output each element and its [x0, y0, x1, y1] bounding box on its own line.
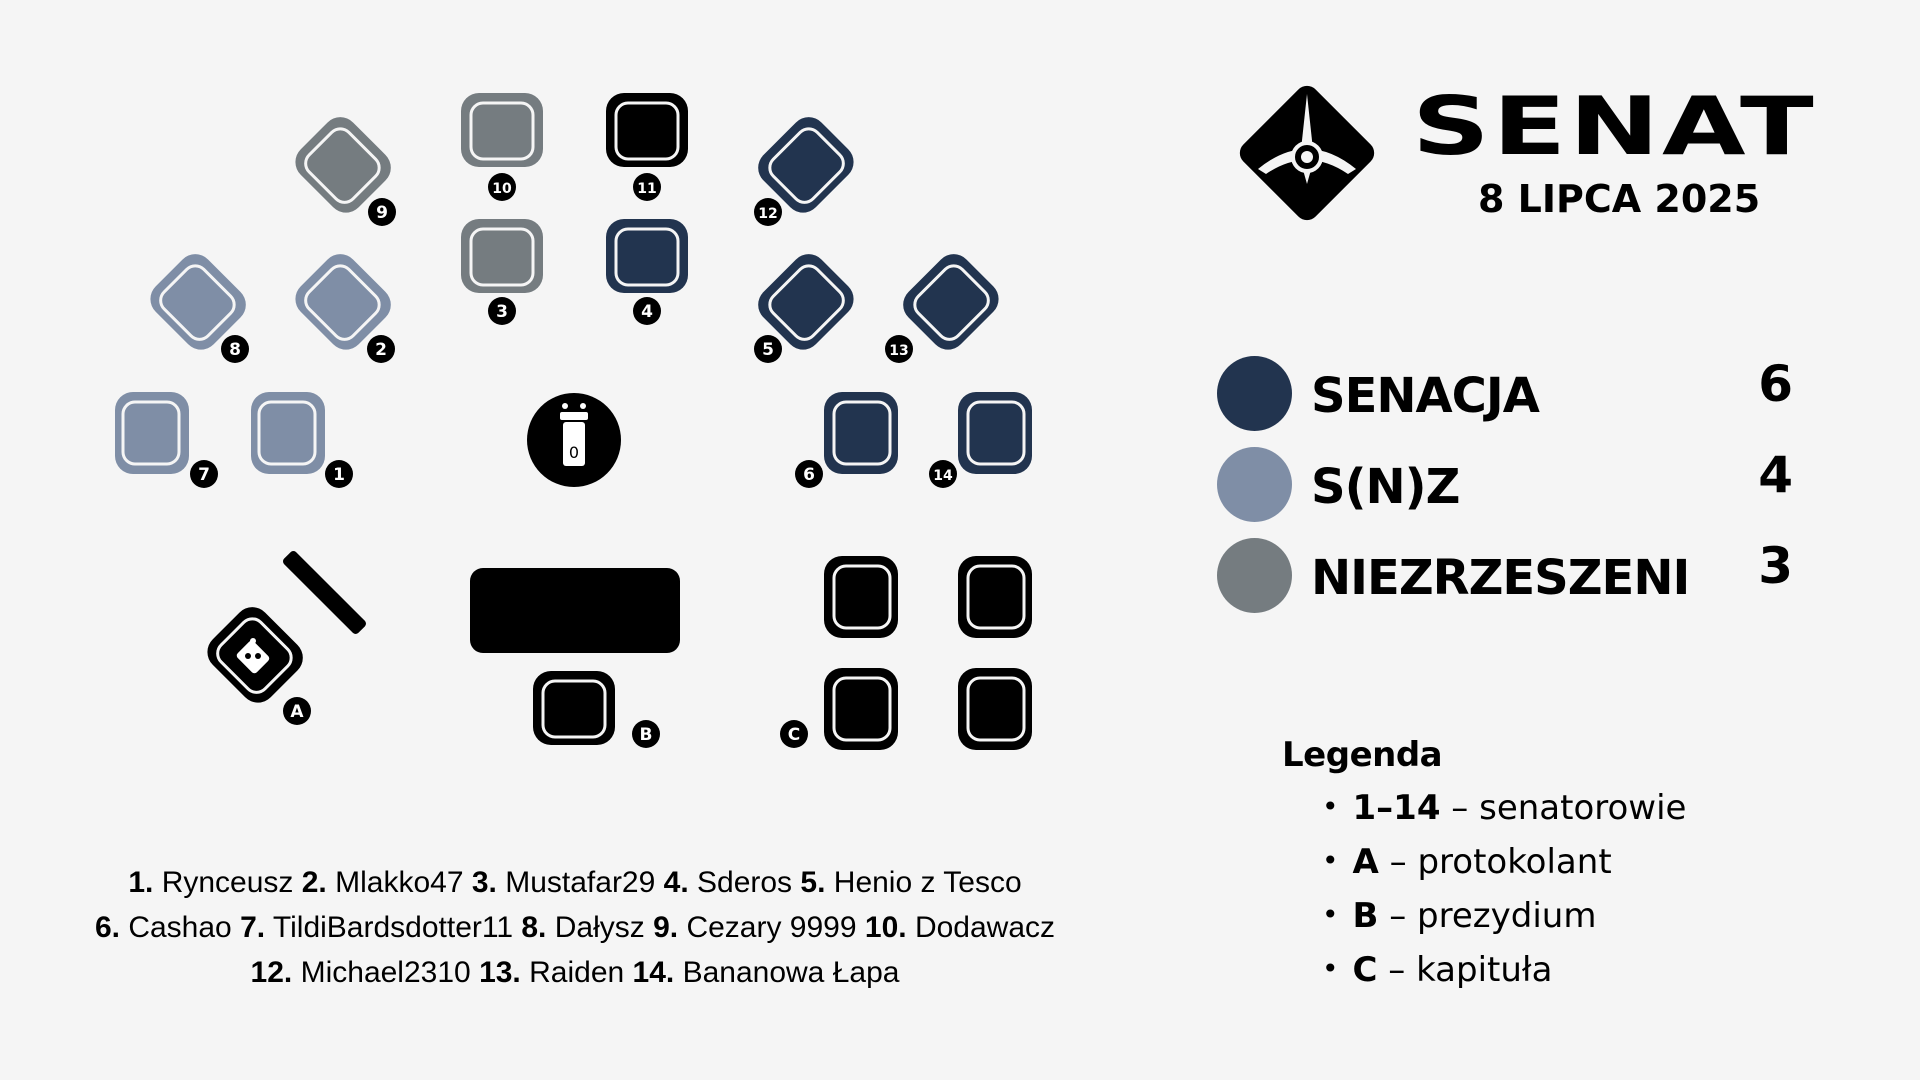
roster-entry — [302, 866, 472, 899]
legend-key: B — [1352, 896, 1379, 936]
seat-label: 2 — [375, 340, 387, 360]
roster-number: 12. — [250, 956, 293, 989]
roster-name: Cashao — [120, 911, 241, 944]
roster-name: Bananowa Łapa — [674, 956, 900, 989]
seat-label: A — [290, 702, 304, 722]
roster-entry — [472, 866, 664, 899]
roster-name: Henio z Tesco — [825, 866, 1022, 899]
seat-label: 8 — [229, 340, 241, 360]
kapitula-seat — [824, 556, 898, 638]
seat-13 — [896, 247, 1006, 357]
seat-11 — [606, 93, 688, 167]
seat-14 — [958, 392, 1032, 474]
roster-name: Cezary 9999 — [678, 911, 865, 944]
roster-name: Sderos — [688, 866, 801, 899]
seat-10 — [461, 93, 543, 167]
seat-label: 6 — [803, 465, 815, 485]
roster-number: 7. — [240, 911, 266, 944]
seat-label: 7 — [198, 465, 210, 485]
seat-label: B — [639, 725, 653, 745]
party-row-niezrzeszeni — [1217, 538, 1817, 614]
party-name: NIEZRZESZENI — [1311, 550, 1690, 606]
session-date: 8 LIPCA 2025 — [1478, 177, 1761, 221]
roster-entry — [251, 956, 480, 989]
party-name: SENACJA — [1311, 368, 1539, 424]
legend-desc: – senatorowie — [1440, 788, 1687, 828]
snz-color-dot — [1217, 447, 1292, 522]
roster-name: Mustafar29 — [496, 866, 664, 899]
clerk-desk — [281, 549, 367, 635]
seat-label: 1 — [333, 465, 345, 485]
seat-label: 9 — [376, 203, 388, 223]
presidium-table — [470, 568, 680, 653]
senacja-color-dot — [1217, 356, 1292, 431]
party-count: 4 — [1758, 446, 1793, 504]
legend-item — [1322, 782, 1686, 836]
seat-label: 13 — [889, 343, 909, 359]
roster-name: TildiBardsdotter11 — [265, 911, 522, 944]
seat-label: 10 — [492, 181, 512, 197]
roster-number: 13. — [479, 956, 521, 989]
seat-b — [533, 671, 615, 745]
legend-item — [1322, 836, 1686, 890]
seat-label: 14 — [933, 468, 953, 484]
roster-entry — [240, 911, 521, 944]
roster-name: Mlakko47 — [326, 866, 472, 899]
roster-entry — [653, 911, 865, 944]
page-title: SENAT — [1412, 80, 1817, 173]
seat-label: C — [787, 725, 801, 745]
roster-number: 9. — [653, 911, 679, 944]
party-row-snz — [1217, 447, 1817, 523]
roster-name: Dałysz — [546, 911, 654, 944]
roster-number: 3. — [471, 866, 497, 899]
roster-number: 5. — [800, 866, 826, 899]
podium-label: 0 — [568, 443, 580, 462]
roster-number: 10. — [864, 911, 907, 944]
podium — [527, 393, 621, 487]
senat-logo — [1228, 74, 1386, 232]
party-count: 6 — [1758, 355, 1793, 413]
legend-list — [1322, 782, 1686, 998]
seating-chart — [0, 0, 1130, 840]
roster-entry — [521, 911, 653, 944]
roster-number: 14. — [632, 956, 675, 989]
legend-key: 1–14 — [1352, 788, 1441, 828]
seat-label: 11 — [637, 181, 657, 197]
kapitula-seat — [958, 556, 1032, 638]
seat-7 — [115, 392, 189, 474]
seat-c — [824, 668, 898, 750]
seat-label: 3 — [496, 302, 508, 322]
roster-entry — [664, 866, 801, 899]
roster-entry — [95, 911, 240, 944]
roster-name: Dodawacz — [906, 911, 1056, 944]
niezrzeszeni-color-dot — [1217, 538, 1292, 613]
senator-roster — [20, 860, 1130, 995]
seat-1 — [251, 392, 325, 474]
roster-entry — [128, 866, 301, 899]
legend-title: Legenda — [1282, 735, 1443, 775]
party-name: S(N)Z — [1311, 459, 1460, 515]
roster-name: Rynceusz — [153, 866, 302, 899]
roster-number: 2. — [301, 866, 327, 899]
legend-key: A — [1352, 842, 1379, 882]
seat-4 — [606, 219, 688, 293]
roster-entry — [479, 956, 632, 989]
roster-number: 8. — [521, 911, 547, 944]
seat-label: 12 — [758, 206, 778, 222]
legend-item — [1322, 944, 1686, 998]
seat-label: 4 — [641, 302, 653, 322]
legend-desc: – kapituła — [1377, 950, 1553, 990]
kapitula-seat — [958, 668, 1032, 750]
roster-number: 4. — [663, 866, 689, 899]
roster-name: Raiden — [520, 956, 633, 989]
legend-desc: – protokolant — [1378, 842, 1612, 882]
legend-item — [1322, 890, 1686, 944]
seat-3 — [461, 219, 543, 293]
legend-desc: – prezydium — [1378, 896, 1597, 936]
legend — [1282, 732, 1686, 998]
roster-entry — [800, 866, 1021, 899]
seat-6 — [824, 392, 898, 474]
roster-entry — [633, 956, 900, 989]
roster-name: Michael2310 — [292, 956, 480, 989]
roster-number: 1. — [128, 866, 154, 899]
party-row-senacja — [1217, 356, 1817, 432]
roster-entry — [865, 911, 1055, 944]
roster-number: 6. — [94, 911, 120, 944]
seat-label: 5 — [762, 340, 774, 360]
party-count: 3 — [1758, 537, 1793, 595]
legend-key: C — [1352, 950, 1378, 990]
